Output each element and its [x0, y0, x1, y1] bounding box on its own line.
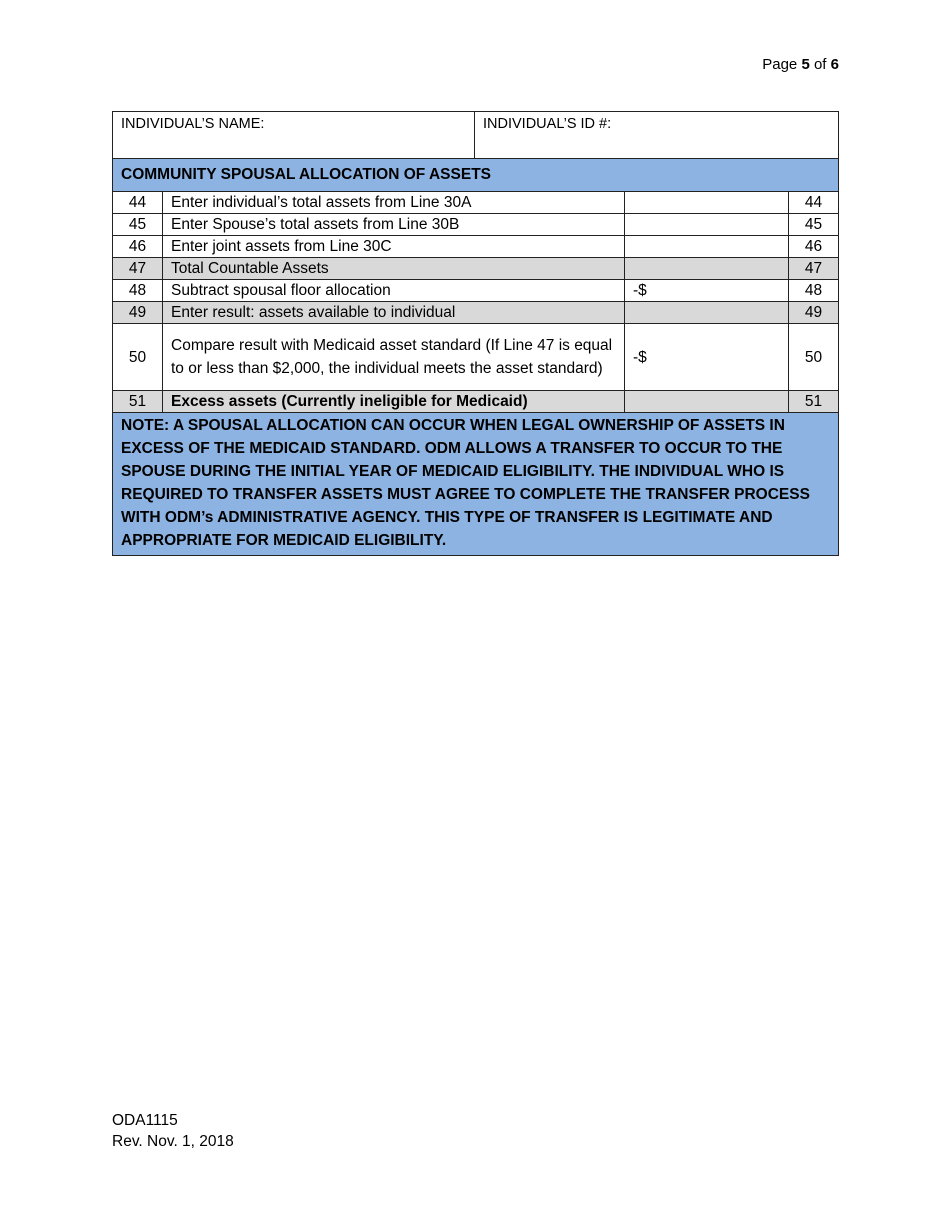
- spousal-allocation-form: [112, 111, 839, 556]
- form-id: ODA1115: [112, 1112, 178, 1129]
- line-number: 50: [113, 324, 163, 391]
- line-number: 45: [113, 214, 163, 236]
- line-description: Total Countable Assets: [163, 258, 625, 280]
- line-number-right: 44: [789, 192, 839, 214]
- line-description: Enter individual’s total assets from Line 30A: [163, 192, 625, 214]
- line-48-value[interactable]: -$: [625, 280, 789, 302]
- page-number: [762, 56, 839, 73]
- line-description: Enter Spouse’s total assets from Line 30B: [163, 214, 625, 236]
- section-header-row: [113, 159, 839, 192]
- line-47-value[interactable]: [625, 258, 789, 280]
- note-row: [113, 413, 839, 556]
- identity-header-row: [113, 112, 839, 159]
- line-number-right: 51: [789, 391, 839, 413]
- line-description: Subtract spousal floor allocation: [163, 280, 625, 302]
- line-51-value[interactable]: [625, 391, 789, 413]
- line-49-value[interactable]: [625, 302, 789, 324]
- line-44-value[interactable]: [625, 192, 789, 214]
- line-number: 51: [113, 391, 163, 413]
- line-47-row: [113, 258, 839, 280]
- line-45-row: [113, 214, 839, 236]
- line-description: Excess assets (Currently ineligible for Medicaid): [163, 391, 625, 413]
- line-number-right: 48: [789, 280, 839, 302]
- line-number-right: 47: [789, 258, 839, 280]
- line-50-row: [113, 324, 839, 391]
- line-description: Enter result: assets available to individual: [163, 302, 625, 324]
- line-50-value[interactable]: -$: [625, 324, 789, 391]
- line-number-right: 49: [789, 302, 839, 324]
- page-label: Page: [762, 56, 798, 73]
- line-46-row: [113, 236, 839, 258]
- line-49-row: [113, 302, 839, 324]
- spousal-allocation-note: NOTE: A SPOUSAL ALLOCATION CAN OCCUR WHEN LEGAL OWNERSHIP OF ASSETS IN EXCESS OF THE MEDICAID STANDARD. ODM ALLOWS A TRANSFER TO OCCUR TO THE SPOUSE DURING THE INITIAL YEAR OF MEDICAID ELIGIBILITY. THE INDIVIDUAL WHO IS REQUIRED TO TRANSFER ASSETS MUST AGREE TO COMPLETE THE TRANSFER PROCESS WITH ODM’s ADMINISTRATIVE AGENCY. THIS TYPE OF TRANSFER IS LEGITIMATE AND APPROPRIATE FOR MEDICAID ELIGIBILITY.: [113, 413, 839, 556]
- line-44-row: [113, 192, 839, 214]
- line-number: 48: [113, 280, 163, 302]
- line-number: 47: [113, 258, 163, 280]
- line-45-value[interactable]: [625, 214, 789, 236]
- line-description: Enter joint assets from Line 30C: [163, 236, 625, 258]
- line-51-row: [113, 391, 839, 413]
- page-total: 6: [830, 56, 839, 73]
- line-46-value[interactable]: [625, 236, 789, 258]
- page-of: of: [813, 56, 827, 73]
- line-number-right: 50: [789, 324, 839, 391]
- individual-name-field[interactable]: INDIVIDUAL’S NAME:: [113, 112, 475, 159]
- line-number-right: 46: [789, 236, 839, 258]
- section-title: COMMUNITY SPOUSAL ALLOCATION OF ASSETS: [113, 159, 839, 192]
- line-number: 46: [113, 236, 163, 258]
- line-number: 49: [113, 302, 163, 324]
- line-48-row: [113, 280, 839, 302]
- form-revision: Rev. Nov. 1, 2018: [112, 1133, 234, 1150]
- line-description: Compare result with Medicaid asset standard (If Line 47 is equal to or less than $2,000, the individual meets the asset standard): [163, 324, 625, 391]
- line-number: 44: [113, 192, 163, 214]
- line-number-right: 45: [789, 214, 839, 236]
- individual-id-field[interactable]: INDIVIDUAL’S ID #:: [475, 112, 839, 159]
- page-current: 5: [801, 56, 810, 73]
- form-footer: [112, 1110, 234, 1152]
